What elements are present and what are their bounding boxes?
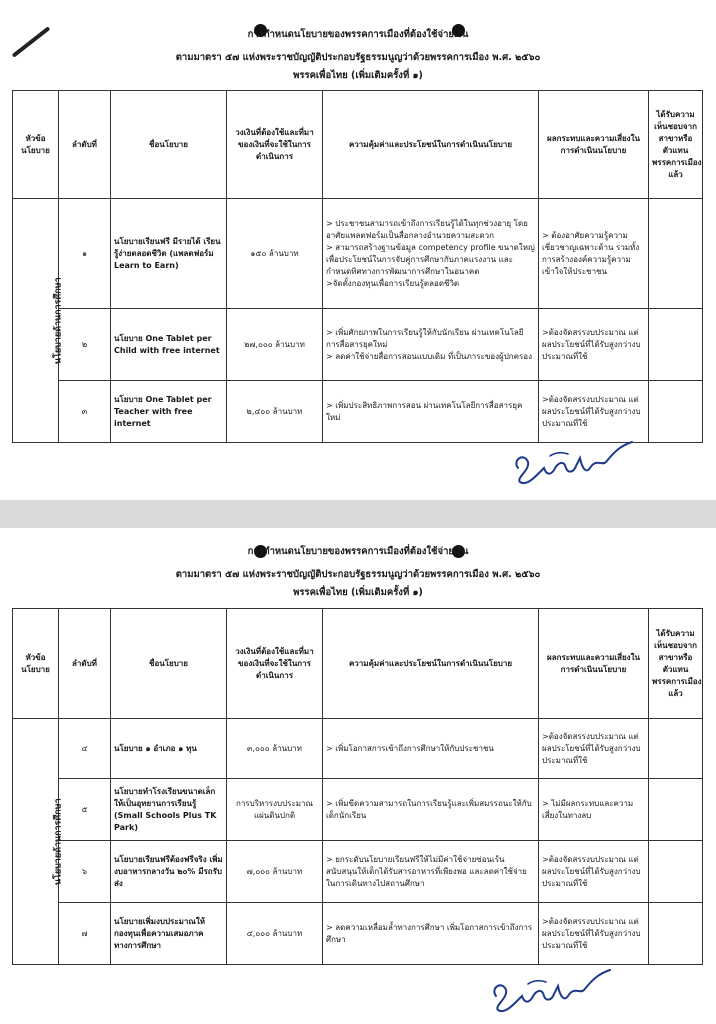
header-no: ลำดับที่	[59, 91, 111, 199]
approval-cell	[649, 381, 703, 443]
row-number: ๑	[59, 199, 111, 309]
policy-budget: ๑๕๐ ล้านบาท	[227, 199, 323, 309]
row-number: ๒	[59, 309, 111, 381]
header-name: ชื่อนโยบาย	[111, 609, 227, 719]
benefit-line: > สามารถสร้างฐานข้อมูล competency profile ขนาดใหญ่ เพื่อประโยชน์ในการจับคู่การศึกษากับภาคแรงงาน และกำหนดทิศทางการพัฒนาการศึกษาในอนาคต	[326, 242, 535, 276]
policy-name: นโยบายทำโรงเรียนขนาดเล็กให้เป็นอุทยานการเรียนรู้ (Small Schools Plus TK Park)	[111, 779, 227, 841]
document-page-2	[0, 528, 716, 1024]
signature	[488, 966, 618, 1018]
category-cell	[13, 719, 64, 965]
header-approval: ได้รับความเห็นชอบจากสาขาหรือตัวแทนพรรคการเมืองแล้ว	[649, 609, 703, 719]
benefit-line: > ยกระดับนโยบายเรียนฟรีให้ไม่มีค่าใช้จ่ายซ่อนเร้น สนับสนุนให้เด็กได้รับสารอาหารที่เพียงพอ และลดค่าใช้จ่ายในการเดินทางไปสถานศึกษา	[326, 854, 527, 888]
policy-risk: > ต้องอาศัยความรู้ความเชี่ยวชาญเฉพาะด้าน รวมทั้งการสร้างองค์ความรู้ความเข้าใจให้ประชาชน	[539, 199, 649, 309]
document-subtitle: ตามมาตรา ๕๗ แห่งพระราชบัญญัติประกอบรัฐธรรมนูญว่าด้วยพรรคการเมือง พ.ศ. ๒๕๖๐	[175, 52, 541, 63]
policy-name: นโยบายเพิ่มงบประมาณให้กองทุนเพื่อความเสมอภาคทางการศึกษา	[111, 903, 227, 965]
policy-risk: >ต้องจัดสรรงบประมาณ แต่ผลประโยชน์ที่ได้รับสูงกว่างบประมาณที่ใช้	[539, 903, 649, 965]
benefit-line: > เพิ่มโอกาสการเข้าถึงการศึกษาให้กับประชาชน	[326, 743, 494, 753]
policy-benefit	[323, 309, 539, 381]
approval-cell	[649, 903, 703, 965]
policy-name: นโยบาย ๑ อำเภอ ๑ ทุน	[111, 719, 227, 779]
policy-risk: > ไม่มีผลกระทบและความเสี่ยงในทางลบ	[539, 779, 649, 841]
document-page-1	[0, 0, 716, 500]
policy-budget: ๔,๐๐๐ ล้านบาท	[227, 903, 323, 965]
header-topic: หัวข้อนโยบาย	[13, 91, 59, 199]
approval-cell	[649, 779, 703, 841]
party-name: พรรคเพื่อไทย (เพิ่มเติมครั้งที่ ๑)	[293, 587, 423, 598]
table-row	[13, 841, 703, 903]
policy-table	[12, 608, 703, 965]
policy-name: นโยบายเรียนฟรีต้องฟรีจริง เพิ่มงบอาหารกลางวัน ๒๐% มีรถรับส่ง	[111, 841, 227, 903]
policy-benefit	[323, 841, 539, 903]
header-budget: วงเงินที่ต้องใช้และที่มาของเงินที่จะใช้ในการดำเนินการ	[227, 91, 323, 199]
benefit-line: > เพิ่มศักยภาพในการเรียนรู้ให้กับนักเรียน ผ่านเทคโนโลยีการสื่อสารยุคใหม่	[326, 327, 524, 349]
header-risk: ผลกระทบและความเสี่ยงในการดำเนินนโยบาย	[539, 91, 649, 199]
approval-cell	[649, 841, 703, 903]
benefit-line: >จัดตั้งกองทุนเพื่อการเรียนรู้ตลอดชีวิต	[326, 278, 460, 288]
header-benefit: ความคุ้มค่าและประโยชน์ในการดำเนินนโยบาย	[323, 91, 539, 199]
header-benefit: ความคุ้มค่าและประโยชน์ในการดำเนินนโยบาย	[323, 609, 539, 719]
row-number: ๗	[59, 903, 111, 965]
header-approval: ได้รับความเห็นชอบจากสาขาหรือตัวแทนพรรคการเมืองแล้ว	[649, 91, 703, 199]
table-row	[13, 719, 703, 779]
table-row	[13, 381, 703, 443]
benefit-line: > เพิ่มประสิทธิภาพการสอน ผ่านเทคโนโลยีการสื่อสารยุคใหม่	[326, 400, 523, 422]
category-label: นโยบายด้านการศึกษา	[53, 277, 64, 364]
header-topic: หัวข้อนโยบาย	[13, 609, 59, 719]
policy-risk: >ต้องจัดสรรงบประมาณ แต่ผลประโยชน์ที่ได้รับสูงกว่างบประมาณที่ใช้	[539, 841, 649, 903]
policy-risk: >ต้องจัดสรรงบประมาณ แต่ผลประโยชน์ที่ได้รับสูงกว่างบประมาณที่ใช้	[539, 719, 649, 779]
table-row	[13, 779, 703, 841]
policy-name: นโยบาย One Tablet per Child with free internet	[111, 309, 227, 381]
row-number: ๖	[59, 841, 111, 903]
row-number: ๔	[59, 719, 111, 779]
row-number: ๓	[59, 381, 111, 443]
policy-benefit	[323, 903, 539, 965]
policy-benefit	[323, 779, 539, 841]
policy-budget: ๒,๔๐๐ ล้านบาท	[227, 381, 323, 443]
benefit-line: > ประชาชนสามารถเข้าถึงการเรียนรู้ได้ในทุกช่วงอายุ โดยอาศัยแพลตฟอร์มเป็นสื่อกลางอำนวยความสะดวก	[326, 218, 528, 240]
category-cell	[13, 199, 64, 443]
row-number: ๕	[59, 779, 111, 841]
header-risk: ผลกระทบและความเสี่ยงในการดำเนินนโยบาย	[539, 609, 649, 719]
table-row	[13, 903, 703, 965]
page-gap	[0, 500, 716, 528]
table-row	[13, 199, 703, 309]
document-subtitle: ตามมาตรา ๕๗ แห่งพระราชบัญญัติประกอบรัฐธรรมนูญว่าด้วยพรรคการเมือง พ.ศ. ๒๕๖๐	[175, 569, 541, 580]
policy-budget: ๓,๐๐๐ ล้านบาท	[227, 719, 323, 779]
policy-budget: การบริหารงบประมาณแผ่นดินปกติ	[227, 779, 323, 841]
approval-cell	[649, 199, 703, 309]
party-name: พรรคเพื่อไทย (เพิ่มเติมครั้งที่ ๑)	[293, 70, 423, 81]
policy-budget: ๗,๐๐๐ ล้านบาท	[227, 841, 323, 903]
category-label: นโยบายด้านการศึกษา	[53, 798, 64, 885]
header-no: ลำดับที่	[59, 609, 111, 719]
policy-table	[12, 90, 703, 443]
approval-cell	[649, 719, 703, 779]
policy-name: นโยบายเรียนฟรี มีรายได้ เรียนรู้ง่ายตลอดชีวิต (แพลตฟอร์ม Learn to Earn)	[111, 199, 227, 309]
benefit-line: > ลดความเหลื่อมล้ำทางการศึกษา เพิ่มโอกาสการเข้าถึงการศึกษา	[326, 922, 533, 944]
table-header-row	[13, 609, 703, 719]
benefit-line: > ลดค่าใช้จ่ายสื่อการสอนแบบเดิม ที่เป็นภาระของผู้ปกครอง	[326, 351, 532, 361]
approval-cell	[649, 309, 703, 381]
document-title: การกำหนดนโยบายของพรรคการเมืองที่ต้องใช้จ่ายเงิน	[247, 29, 469, 40]
header-budget: วงเงินที่ต้องใช้และที่มาของเงินที่จะใช้ในการดำเนินการ	[227, 609, 323, 719]
table-row	[13, 309, 703, 381]
policy-budget: ๒๗,๐๐๐ ล้านบาท	[227, 309, 323, 381]
policy-benefit	[323, 381, 539, 443]
policy-risk: >ต้องจัดสรรงบประมาณ แต่ผลประโยชน์ที่ได้รับสูงกว่างบประมาณที่ใช้	[539, 381, 649, 443]
header-name: ชื่อนโยบาย	[111, 91, 227, 199]
benefit-line: > เพิ่มขีดความสามารถในการเรียนรู้และเพิ่มสมรรถนะให้กับเด็กนักเรียน	[326, 798, 532, 820]
policy-name: นโยบาย One Tablet per Teacher with free internet	[111, 381, 227, 443]
table-header-row	[13, 91, 703, 199]
policy-benefit	[323, 719, 539, 779]
policy-risk: >ต้องจัดสรรงบประมาณ แต่ผลประโยชน์ที่ได้รับสูงกว่างบประมาณที่ใช้	[539, 309, 649, 381]
policy-benefit	[323, 199, 539, 309]
signature	[510, 438, 640, 490]
document-title: การกำหนดนโยบายของพรรคการเมืองที่ต้องใช้จ่ายเงิน	[247, 546, 469, 557]
